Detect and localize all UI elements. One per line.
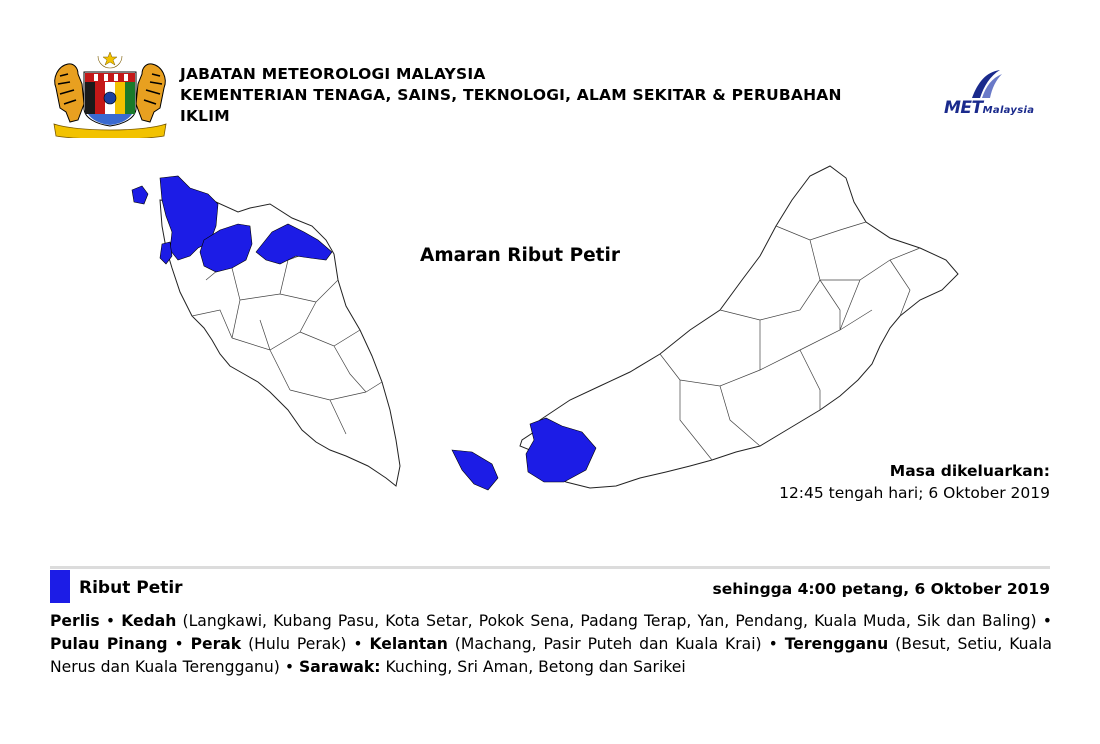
- agency-header: [180, 64, 920, 127]
- issued-label: Masa dikeluarkan:: [889, 462, 1050, 480]
- area-sep: •: [279, 658, 300, 676]
- divider: [50, 566, 1050, 569]
- area-sep: •: [167, 635, 191, 653]
- legend-label: Ribut Petir: [79, 578, 183, 598]
- area-pulau-pinang: Pulau Pinang: [50, 635, 168, 653]
- area-perak: Perak: [190, 635, 242, 653]
- area-sep: •: [761, 635, 785, 653]
- map-title: Amaran Ribut Petir: [420, 245, 620, 266]
- ministry-name: KEMENTERIAN TENAGA, SAINS, TEKNOLOGI, ALAM SEKITAR & PERUBAHAN: [180, 86, 842, 104]
- area-kedah-detail: (Langkawi, Kubang Pasu, Kota Setar, Pokok Sena, Padang Terap, Yan, Pendang, Kuala Muda, Sik dan Baling): [176, 612, 1037, 630]
- region-langkawi: [132, 186, 148, 204]
- region-sarawak-kuching: [452, 450, 498, 490]
- valid-until: sehingga 4:00 petang, 6 Oktober 2019: [712, 580, 1050, 598]
- area-sep: •: [1036, 612, 1052, 630]
- agency-name: JABATAN METEOROLOGI MALAYSIA: [180, 65, 486, 83]
- met-malaysia-logo: [930, 68, 1050, 122]
- ministry-name-cont: IKLIM: [180, 107, 230, 125]
- area-terengganu: Terengganu: [784, 635, 889, 653]
- area-sep: •: [346, 635, 370, 653]
- area-terengganu-detail: (Besut, Setiu, Kuala Nerus dan Kuala Terengganu): [50, 635, 1052, 676]
- area-kedah: Kedah: [121, 612, 177, 630]
- area-sep: •: [99, 612, 122, 630]
- coat-of-arms-icon: [48, 50, 172, 138]
- affected-areas-text: [50, 610, 1052, 679]
- area-sarawak: Sarawak:: [299, 658, 381, 676]
- area-kelantan: Kelantan: [369, 635, 448, 653]
- coat-of-arms-logo: [48, 50, 172, 138]
- logo-text-malaysia: Malaysia: [982, 105, 1035, 116]
- issued-time: 12:45 tengah hari; 6 Oktober 2019: [779, 484, 1050, 502]
- area-perlis: Perlis: [50, 612, 100, 630]
- logo-text-met: MET: [944, 98, 983, 118]
- area-kelantan-detail: (Machang, Pasir Puteh dan Kuala Krai): [447, 635, 762, 653]
- area-perak-detail: (Hulu Perak): [241, 635, 347, 653]
- legend-color-swatch: [50, 570, 70, 603]
- area-sarawak-detail: Kuching, Sri Aman, Betong dan Sarikei: [380, 658, 686, 676]
- issued-time-block: [779, 460, 1050, 504]
